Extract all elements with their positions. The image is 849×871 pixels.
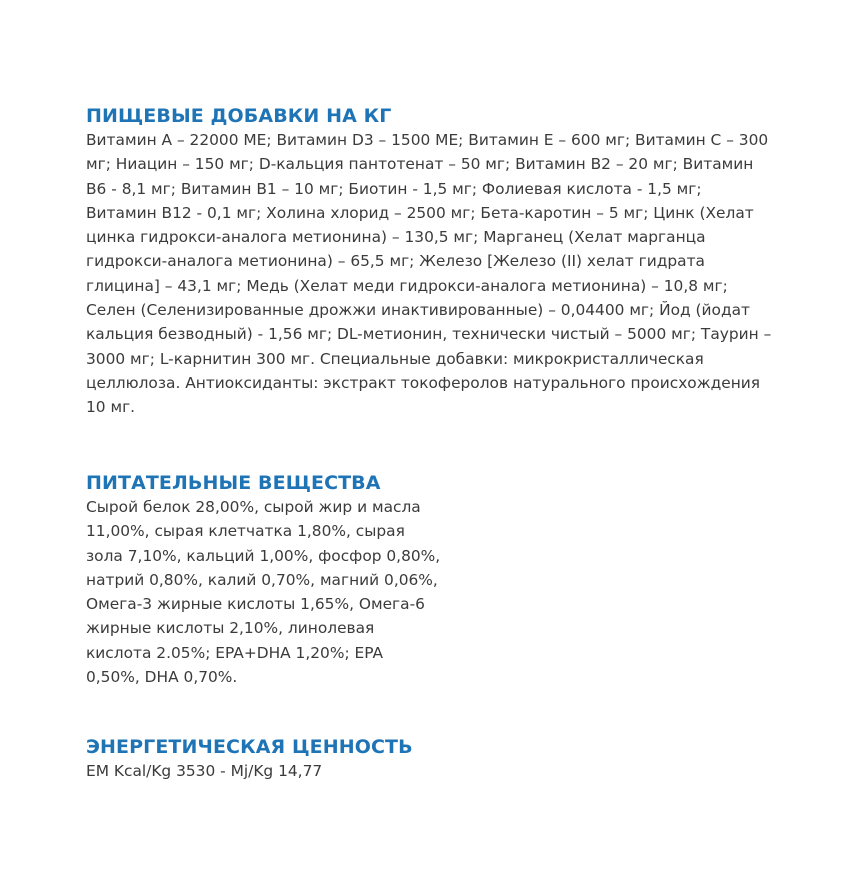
nutrients-heading: ПИТАТЕЛЬНЫЕ ВЕЩЕСТВА xyxy=(86,472,381,494)
energy-text: EM Kcal/Kg 3530 - Mj/Kg 14,77 xyxy=(86,762,323,780)
energy-heading: ЭНЕРГЕТИЧЕСКАЯ ЦЕННОСТЬ xyxy=(86,736,413,758)
supplements-section xyxy=(86,104,776,420)
energy-section xyxy=(86,735,506,783)
nutrients-text: Сырой белок 28,00%, сырой жир и масла 11,00%, сырая клетчатка 1,80%, сырая зола 7,10%, кальций 1,00%, фосфор 0,80%, натрий 0,80%, калий 0,70%, магний 0,06%, Омега-3 жирные кислоты 1,65%, Омега-6 жирные кислоты 2,10%, линолевая кислота 2.05%; EPA+DHA 1,20%; EPA 0,50%, DHA 0,70%. xyxy=(86,498,441,687)
supplements-heading: ПИЩЕВЫЕ ДОБАВКИ НА КГ xyxy=(86,105,392,127)
supplements-text: Витамин A – 22000 МЕ; Витамин D3 – 1500 МЕ; Витамин E – 600 мг; Витамин C – 300 мг; Ниацин – 150 мг; D-кальция пантотенат – 50 мг; Витамин B2 – 20 мг; Витамин B6 - 8,1 мг; Витамин B1 – 10 мг; Биотин - 1,5 мг; Фолиевая кислота - 1,5 мг; Витамин B12 - 0,1 мг; Холина хлорид – 2500 мг; Бета-каротин – 5 мг; Цинк (Хелат цинка гидрокси-аналога метионина) – 130,5 мг; Марганец (Хелат марганца гидрокси-аналога метионина) – 65,5 мг; Железо [Железо (II) хелат гидрата глицина] – 43,1 мг; Медь (Хелат меди гидрокси-аналога метионина) – 10,8 мг; Селен (Селенизированные дрожжи инактивированные) – 0,04400 мг; Йод (йодат кальция безводный) - 1,56 мг; DL-метионин, технически чистый – 5000 мг; Таурин – 3000 мг; L-карнитин 300 мг. Специальные добавки: микрокристаллическая целлюлоза. Антиоксиданты: экстракт токоферолов натурального происхождения 10 мг. xyxy=(86,131,772,417)
nutrients-section xyxy=(86,471,446,689)
